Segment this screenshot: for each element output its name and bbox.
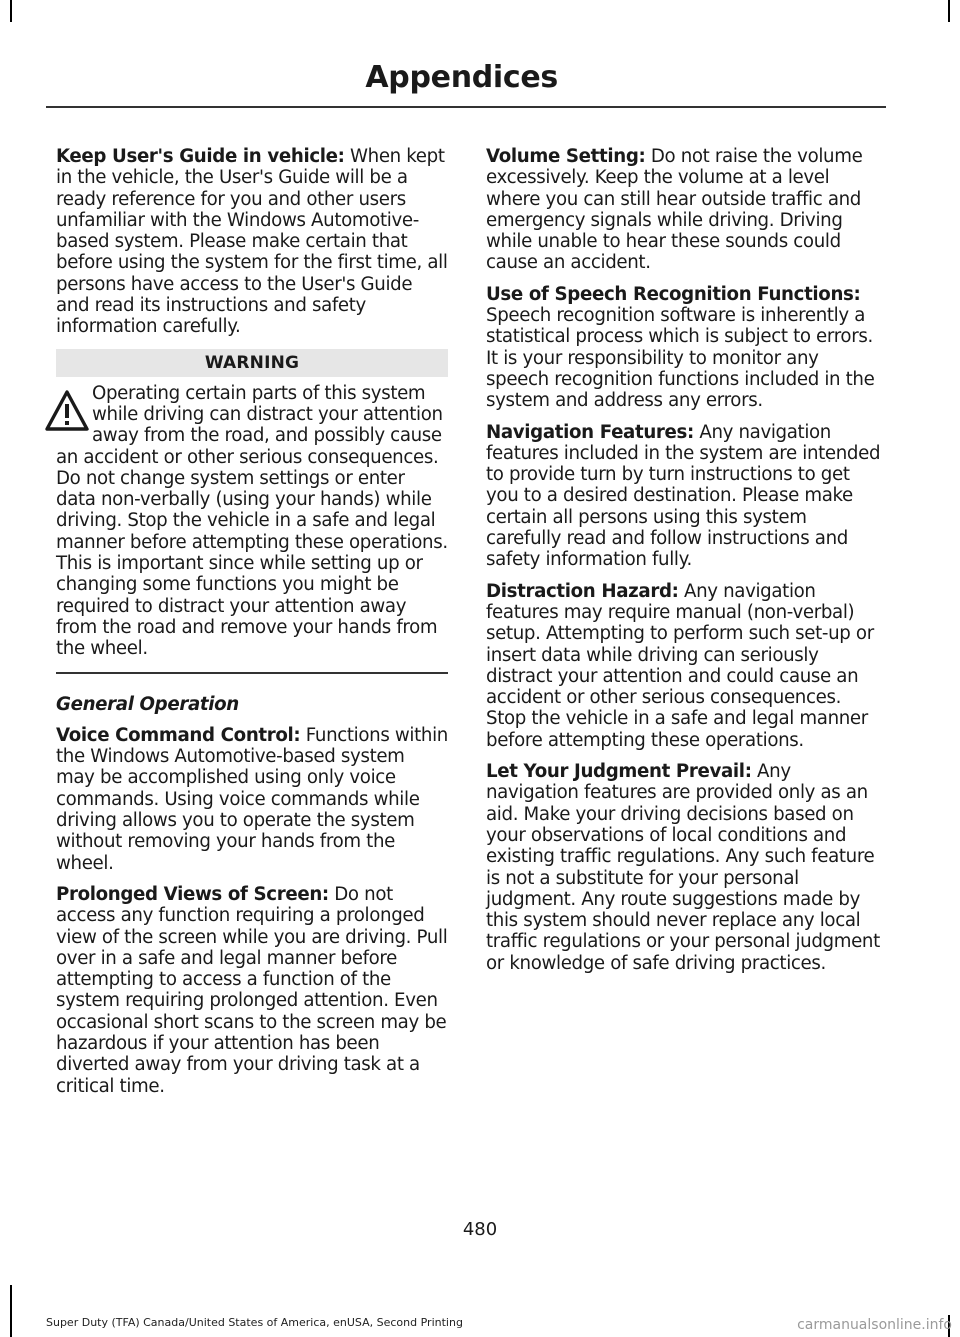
paragraph-text: When kept in the vehicle, the User's Guide will be a ready reference for you and other users unfamiliar with the Windows Automotive-based system. Please make certain that before using the system for the first time, all persons have access to the User's Guide and read its instructions and safety information carefully. [56,146,448,338]
paragraph-text: Functions within the Windows Automotive-based system may be accomplished using only voice commands. Using voice commands while driving allows you to operate the system without removing your hands from the wheel. [56,724,448,874]
crop-mark-bottom-left-v [10,1285,12,1337]
term-label: Distraction Hazard: [486,580,679,602]
page-title: Appendices [365,60,558,95]
right-column [486,146,882,984]
term-label: Voice Command Control: [56,724,301,746]
paragraph-text: Any navigation features included in the system are intended to provide turn by turn instructions to get you to a desired destination. Please make certain all persons using this system carefully read and follow instructions and safety information fully. [486,421,881,571]
paragraph-text: Any navigation features may require manual (non-verbal) setup. Attempting to perform such set-up or insert data while driving can seriously distract your attention and could cause an accident or other serious consequences. Stop the vehicle in a safe and legal manner before attempting these operations. [486,580,874,751]
warning-triangle-icon [44,389,90,433]
term-label: Prolonged Views of Screen: [56,883,329,905]
warning-divider [56,672,448,674]
paragraph-prolonged-views [56,884,448,1097]
warning-header: WARNING [56,349,448,377]
paragraph-text: Speech recognition software is inherently a statistical process which is subject to errors. It is your responsibility to monitor any speech recognition functions included in the system and address any errors. [486,305,875,412]
watermark-text: carmanualsonline.info [797,1317,952,1333]
crop-mark-top-left-v [10,0,12,22]
paragraph-judgment [486,761,882,974]
paragraph-keep-guide [56,146,448,338]
page-number: 480 [462,1219,498,1240]
left-column [56,146,448,1107]
term-label: Keep User's Guide in vehicle: [56,146,345,167]
paragraph-speech-recognition [486,284,882,412]
footer-text: Super Duty (TFA) Canada/United States of America, enUSA, Second Printing [46,1316,463,1329]
term-label: Use of Speech Recognition Functions: [486,283,861,305]
warning-text: Operating certain parts of this system while driving can distract your attention away from the road, and possibly cause an accident or other serious consequences. Do not change system settings or enter data non-verbally (using your hands) while driving. Stop the vehicle in a safe and legal manner before attempting these operations. This is important since while setting up or changing some functions you might be required to distract your attention away from the road and remove your hands from the wheel. [56,382,448,660]
term-label: Let Your Judgment Prevail: [486,761,752,783]
section-title: General Operation [56,693,239,715]
paragraph-volume [486,146,882,274]
header-divider [46,106,886,108]
crop-mark-top-right-v [948,0,950,22]
paragraph-text: Do not access any function requiring a prolonged view of the screen while you are driving. Pull over in a safe and legal manner before attempting to access a function of the system requiring prolonged attention. Even occasional short scans to the screen may be hazardous if your attention has been diverted away from your driving task at a critical time. [56,883,448,1097]
paragraph-text: Do not raise the volume excessively. Keep the volume at a level where you can still hear outside traffic and emergency signals while driving. Driving while unable to hear these sounds could cause an accident. [486,146,863,274]
term-label: Volume Setting: [486,146,646,167]
warning-box [56,383,448,660]
paragraph-voice-command [56,725,448,874]
paragraph-distraction [486,581,882,751]
term-label: Navigation Features: [486,421,694,443]
paragraph-text: Any navigation features are provided only as an aid. Make your driving decisions based on your observations of local conditions and existing traffic regulations. Any such feature is not a substitute for your personal judgment. Any route suggestions made by this system should never replace any local traffic regulations or your personal judgment or knowledge of safe driving practices. [486,761,880,974]
paragraph-navigation [486,422,882,571]
